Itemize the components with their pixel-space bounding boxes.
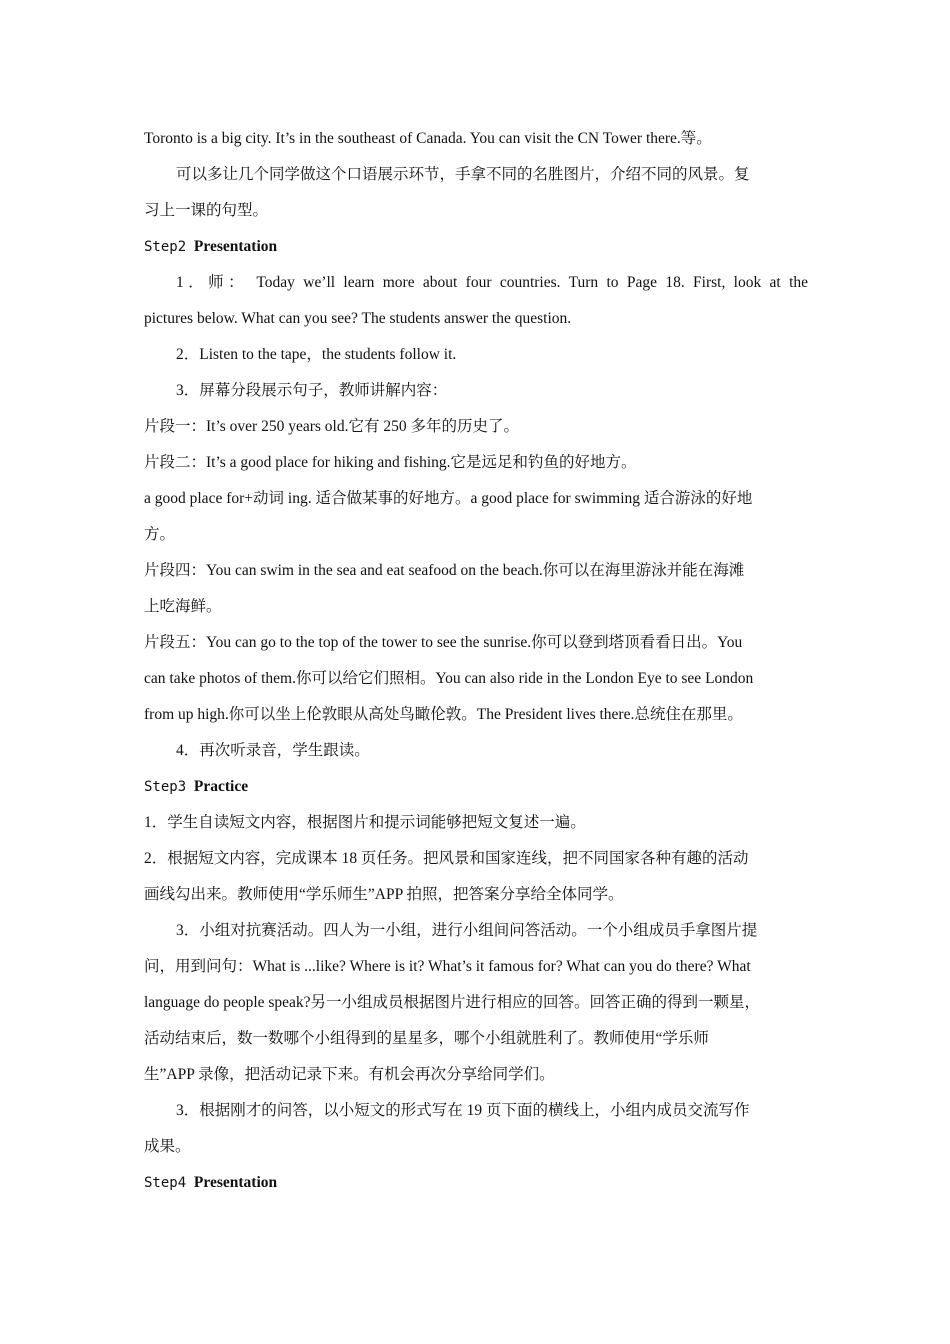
text-line: 1．学生自读短文内容，根据图片和提示词能够把短文复述一遍。 bbox=[144, 814, 586, 831]
text-line: language do people speak?另一小组成员根据图片进行相应的回答。回答正确的得到一颗星， bbox=[144, 994, 761, 1011]
text-line: 片段一：It’s over 250 years old.它有 250 多年的历史了。 bbox=[144, 418, 519, 435]
text-line: 生”APP 录像，把活动记录下来。有机会再次分享给同学们。 bbox=[144, 1066, 555, 1083]
step-title: Presentation bbox=[193, 1174, 278, 1191]
text-line: 上吃海鲜。 bbox=[144, 598, 222, 615]
step-label: Step4 bbox=[144, 1175, 187, 1191]
step-label: Step2 bbox=[144, 239, 187, 255]
step-title: Practice bbox=[193, 778, 249, 795]
text-line: Toronto is a big city. It’s in the southeast of Canada. You can visit the CN Tower there.等。 bbox=[144, 130, 712, 147]
step-title: Presentation bbox=[193, 238, 278, 255]
text-line: 3．根据刚才的问答，以小短文的形式写在 19 页下面的横线上，小组内成员交流写作 bbox=[176, 1102, 750, 1119]
text-line: 1．师： Today we’ll learn more about four countries. Turn to Page 18. First, look at the bbox=[176, 274, 808, 291]
text-line: 片段二：It’s a good place for hiking and fishing.它是远足和钓鱼的好地方。 bbox=[144, 454, 637, 471]
text-line: 3．小组对抗赛活动。四人为一小组，进行小组间问答活动。一个小组成员手拿图片提 bbox=[176, 922, 758, 939]
text-line: 3．屏幕分段展示句子，教师讲解内容： bbox=[176, 382, 448, 399]
text-line: can take photos of them.你可以给它们照相。You can also ride in the London Eye to see London bbox=[144, 670, 754, 687]
text-line: 2．Listen to the tape，the students follow it. bbox=[176, 346, 457, 363]
text-line: 2．根据短文内容，完成课本 18 页任务。把风景和国家连线，把不同国家各种有趣的活动 bbox=[144, 850, 749, 867]
text-line: 成果。 bbox=[144, 1138, 191, 1155]
text-line: 画线勾出来。教师使用“学乐师生”APP 拍照，把答案分享给全体同学。 bbox=[144, 886, 624, 903]
text-line: pictures below. What can you see? The students answer the question. bbox=[144, 310, 572, 327]
text-line: 片段五：You can go to the top of the tower to see the sunrise.你可以登到塔顶看看日出。You bbox=[144, 634, 743, 651]
text-line: 习上一课的句型。 bbox=[144, 202, 269, 219]
text-line: from up high.你可以坐上伦敦眼从高处鸟瞰伦敦。The President lives there.总统住在那里。 bbox=[144, 706, 743, 723]
section-heading-step3 bbox=[144, 769, 808, 805]
text-line: 4．再次听录音，学生跟读。 bbox=[176, 742, 370, 759]
text-line: 问，用到问句：What is ...like? Where is it? What’s it famous for? What can you do there? What bbox=[144, 958, 751, 975]
section-heading-step2 bbox=[144, 229, 808, 265]
text-line: 方。 bbox=[144, 526, 176, 543]
text-line: 可以多让几个同学做这个口语展示环节，手拿不同的名胜图片，介绍不同的风景。复 bbox=[176, 166, 750, 183]
text-line: a good place for+动词 ing. 适合做某事的好地方。a good place for swimming 适合游泳的好地 bbox=[144, 490, 753, 507]
text-line: 活动结束后，数一数哪个小组得到的星星多，哪个小组就胜利了。教师使用“学乐师 bbox=[144, 1030, 709, 1047]
step-label: Step3 bbox=[144, 779, 187, 795]
document-body bbox=[144, 121, 808, 1201]
text-line: 片段四：You can swim in the sea and eat seafood on the beach.你可以在海里游泳并能在海滩 bbox=[144, 562, 745, 579]
section-heading-step4 bbox=[144, 1165, 808, 1201]
